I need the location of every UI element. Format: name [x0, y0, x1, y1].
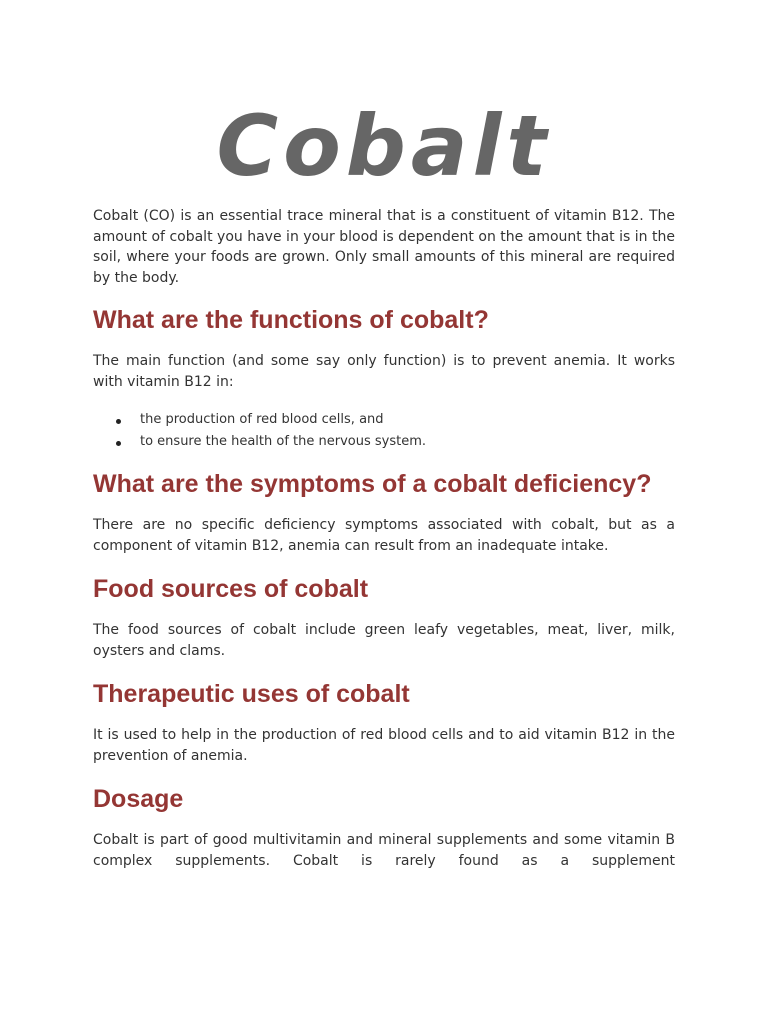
heading-functions: What are the functions of cobalt? — [93, 306, 489, 334]
dosage-paragraph: Cobalt is part of good multivitamin and mineral supplements and some vitamin B complex supplements. Cobalt is rarely found as a supplement — [93, 832, 675, 869]
heading-dosage: Dosage — [93, 785, 184, 813]
functions-paragraph: The main function (and some say only function) is to prevent anemia. It works with vitamin B12 in: — [93, 353, 675, 390]
functions-list — [93, 409, 675, 453]
document-content — [93, 96, 675, 871]
bullet-icon — [116, 419, 121, 424]
heading-therapeutic-uses: Therapeutic uses of cobalt — [93, 680, 410, 708]
heading-deficiency: What are the symptoms of a cobalt deficiency? — [93, 470, 652, 498]
list-item-text: the production of red blood cells, and — [140, 412, 384, 427]
food-sources-paragraph: The food sources of cobalt include green leafy vegetables, meat, liver, milk, oysters and clams. — [93, 622, 675, 659]
deficiency-paragraph: There are no specific deficiency symptoms associated with cobalt, but as a component of vitamin B12, anemia can result from an inadequate intake. — [93, 517, 675, 554]
list-item — [93, 409, 675, 431]
heading-food-sources: Food sources of cobalt — [93, 575, 369, 603]
intro-paragraph: Cobalt (CO) is an essential trace mineral that is a constituent of vitamin B12. The amount of cobalt you have in your blood is dependent on the amount that is in the soil, where your foods are grown. Only small amounts of this mineral are required by the body. — [93, 208, 675, 286]
list-item-text: to ensure the health of the nervous system. — [140, 434, 427, 449]
bullet-icon — [116, 441, 121, 446]
document-title: Cobalt — [216, 97, 552, 195]
therapeutic-uses-paragraph: It is used to help in the production of red blood cells and to aid vitamin B12 in the prevention of anemia. — [93, 727, 675, 764]
list-item — [93, 431, 675, 453]
